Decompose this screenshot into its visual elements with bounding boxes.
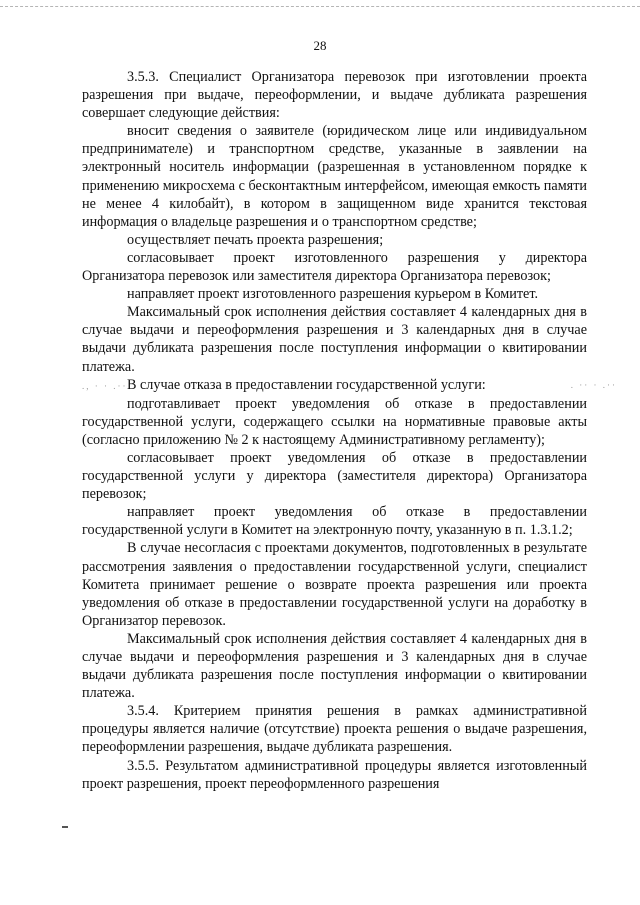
paragraph-print-draft: осуществляет печать проекта разрешения; — [127, 231, 384, 248]
paragraph-enter-info: вносит сведения о заявителе (юридическом лице или индивидуальном предпринимателе) и транспортном средстве, указанные в заявлении на электронный носитель информации (разрешенная в установленном порядке к применению микросхема с бесконтактным интерфейсом, имеющая емкость памяти не менее 4 килобайт), в котором в защищенном виде хранится текстовая информация о владельце разрешения и о транспортном средстве; — [82, 123, 587, 230]
paragraph-approve-draft: согласовывает проект изготовленного разрешения у директора Организатора перевозок или заместителя директора Организатора перевозок; — [82, 249, 587, 285]
paragraph-disagreement: В случае несогласия с проектами документов, подготовленных в результате рассмотрения заявления о предоставлении государственной услуги, специалист Комитета принимает решение о возврате проекта разрешения или проекта уведомления об отказе в предоставлении государственной услуги на доработку в Организатор перевозок. — [82, 540, 587, 629]
refusal-heading-line — [82, 376, 617, 395]
paragraph-send-courier: направляет проект изготовленного разрешения курьером в Комитет. — [127, 286, 539, 303]
paragraph-send-notice: направляет проект уведомления об отказе в предоставлении государственной услуги в Комитет на электронную почту, указанную в п. 1.3.1.2; — [82, 504, 587, 539]
paragraph-prepare-notice: подготавливает проект уведомления об отказе в предоставлении государственной услуги, содержащего ссылки на нормативные правовые акты (согласно приложению № 2 к настоящему Административному регламенту); — [82, 395, 587, 448]
page-top-rule — [0, 6, 640, 8]
paragraph-approve-notice: согласовывает проект уведомления об отказе в предоставлении государственной услуги у директора (заместителя директора) Организатора перевозок; — [82, 449, 587, 503]
scan-marks-left: ., · · .·· — [82, 380, 128, 391]
paragraph-3-5-5: 3.5.5. Результатом административной процедуры является изготовленный проект разрешения, проект переоформленного разрешения — [82, 757, 587, 792]
scan-marks-right: . ·· · .·· — [570, 379, 617, 390]
paragraph-3-5-4: 3.5.4. Критерием принятия решения в рамках административной процедуры является наличие (отсутствие) проекта решения о выдаче разрешения, переоформлении разрешения, выдаче дубликата разрешения. — [82, 703, 587, 756]
refusal-heading: В случае отказа в предоставлении государственной услуги: — [127, 376, 486, 393]
paragraph-3-5-3: 3.5.3. Специалист Организатора перевозок при изготовлении проекта разрешения при выдаче, переоформлении, и выдаче дубликата разрешения совершает следующие действия: — [82, 69, 587, 122]
paragraph-max-term-2: Максимальный срок исполнения действия составляет 4 календарных дня в случае выдачи и переоформления разрешения и 3 календарных дня в случае выдачи дубликата разрешения после поступления информации о квитировании платежа. — [82, 630, 587, 702]
scan-edge-mark — [62, 826, 68, 828]
page-number: 28 — [313, 38, 327, 53]
document-body — [82, 68, 617, 793]
paragraph-max-term-1: Максимальный срок исполнения действия составляет 4 календарных дня в случае выдачи и переоформления разрешения и 3 календарных дня в случае выдачи дубликата разрешения после поступления информации о квитировании платежа. — [82, 304, 587, 375]
